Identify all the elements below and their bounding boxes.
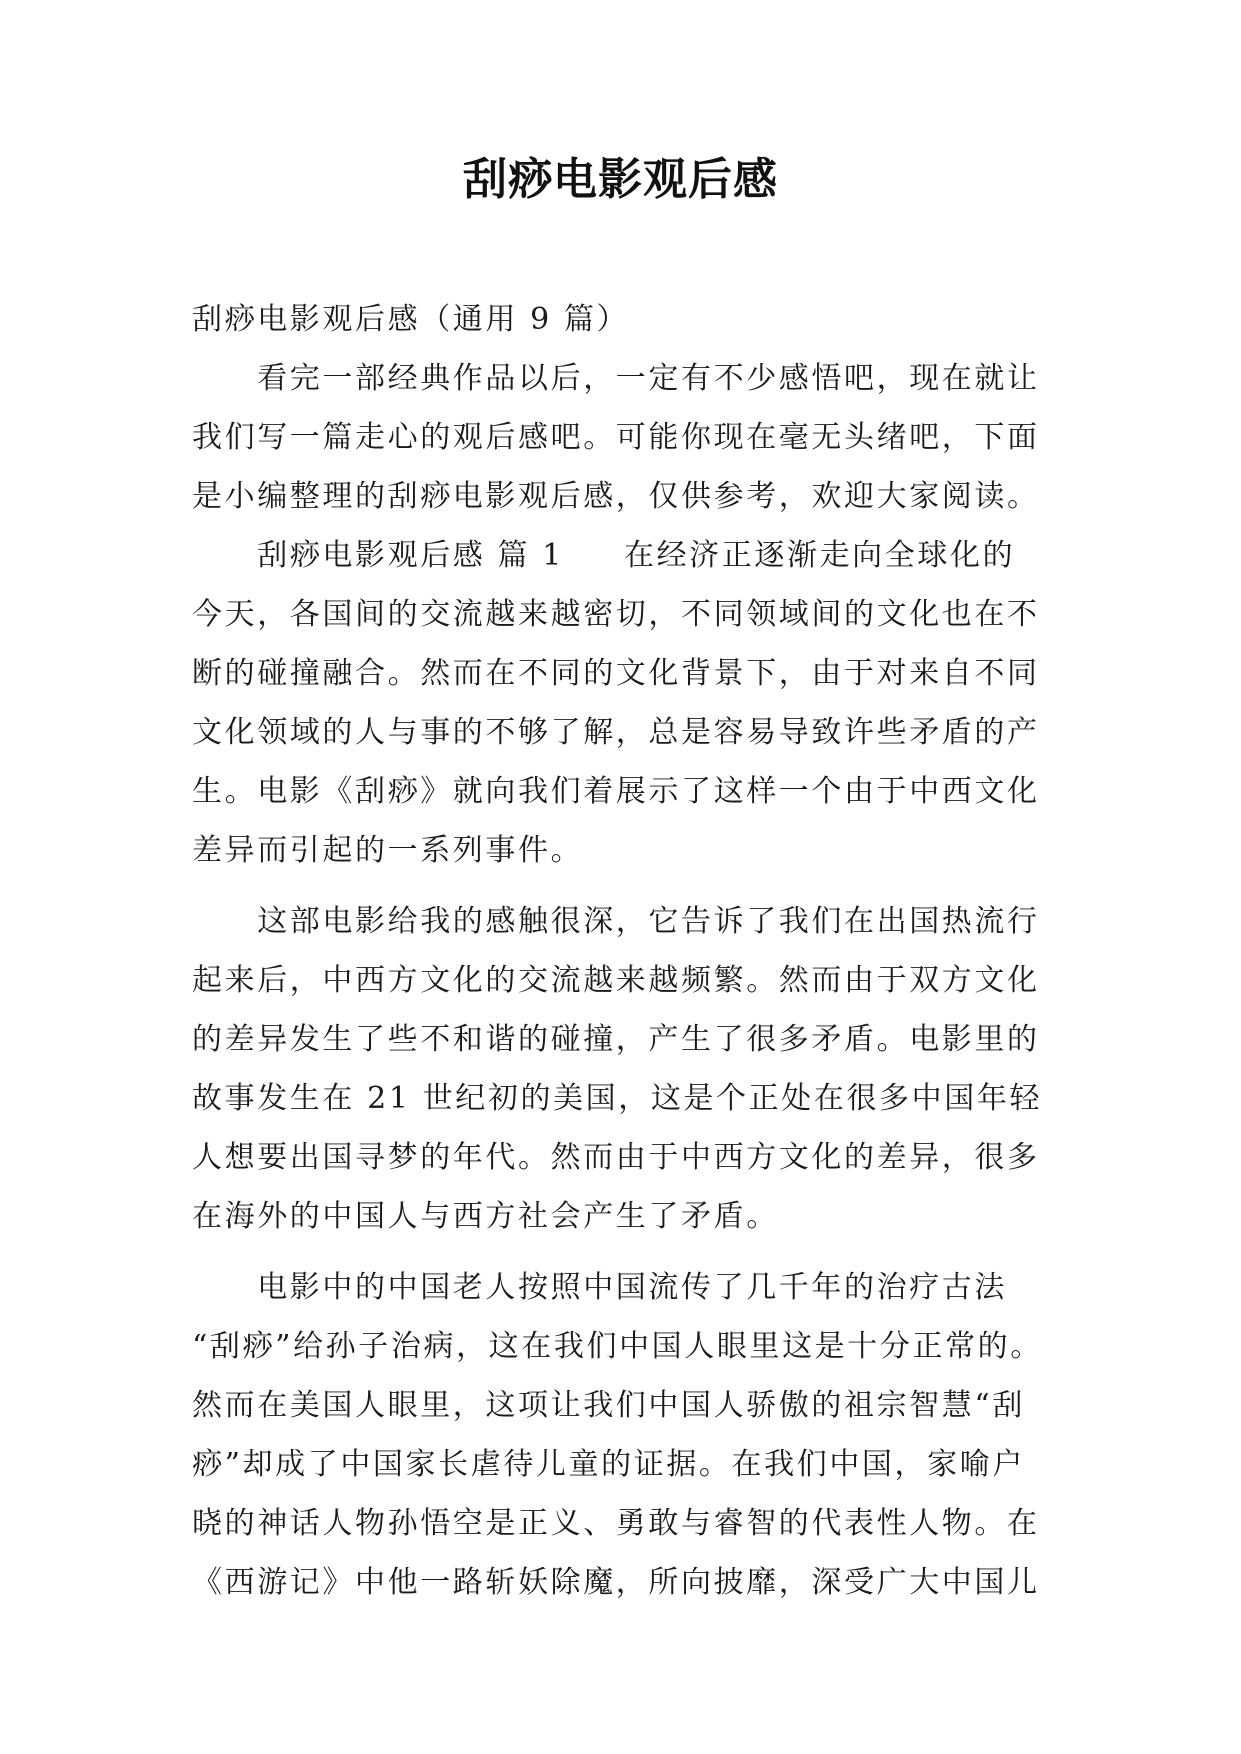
document-title: 刮痧电影观后感 [463, 154, 778, 205]
section-heading: 刮痧电影观后感 篇 1 [192, 538, 564, 573]
text-line: 起来后，中西方文化的交流越来越频繁。然而由于双方文化 [192, 963, 1040, 998]
text-line: 看完一部经典作品以后，一定有不少感悟吧，现在就让 [192, 361, 1040, 396]
section-first-sentence: 在经济正逐渐走向全球化的 [623, 538, 1016, 573]
subtitle-line: 刮痧电影观后感（通用 9 篇） [192, 302, 630, 337]
text-line: 电影中的中国老人按照中国流传了几千年的治疗古法 [192, 1270, 1007, 1305]
text-line: 是小编整理的刮痧电影观后感，仅供参考，欢迎大家阅读。 [192, 479, 1040, 514]
section-heading-line [192, 526, 1062, 585]
text-line: 《西游记》中他一路斩妖除魔，所向披靡，深受广大中国儿 [192, 1565, 1040, 1600]
paragraph-spacer [192, 880, 1062, 892]
text-line: 我们写一篇走心的观后感吧。可能你现在毫无头绪吧，下面 [192, 420, 1040, 455]
text-line: 晓的神话人物孙悟空是正义、勇敢与睿智的代表性人物。在 [192, 1506, 1040, 1541]
text-line: 在海外的中国人与西方社会产生了矛盾。 [192, 1199, 779, 1234]
text-line: 然而在美国人眼里，这项让我们中国人骄傲的祖宗智慧“刮 [192, 1388, 1025, 1423]
text-line: 差异而引起的一系列事件。 [192, 833, 584, 868]
paragraph-spacer [192, 1246, 1062, 1258]
text-line: 文化领域的人与事的不够了解，总是容易导致许些矛盾的产 [192, 715, 1040, 750]
text-line: 的差异发生了些不和谐的碰撞，产生了很多矛盾。电影里的 [192, 1022, 1040, 1057]
text-line: 断的碰撞融合。然而在不同的文化背景下，由于对来自不同 [192, 656, 1040, 691]
text-line: 今天，各国间的交流越来越密切，不同领域间的文化也在不 [192, 597, 1040, 632]
text-line: 故事发生在 21 世纪初的美国，这是个正处在很多中国年轻 [192, 1081, 1043, 1116]
text-line: 生。电影《刮痧》就向我们着展示了这样一个由于中西文化 [192, 774, 1040, 809]
text-line: 人想要出国寻梦的年代。然而由于中西方文化的差异，很多 [192, 1140, 1040, 1175]
text-line: 这部电影给我的感触很深，它告诉了我们在出国热流行 [192, 904, 1040, 939]
text-line: 痧”却成了中国家长虐待儿童的证据。在我们中国，家喻户 [192, 1447, 1025, 1482]
document-body [192, 290, 1062, 1612]
text-line: “刮痧”给孙子治病，这在我们中国人眼里这是十分正常的。 [192, 1329, 1043, 1364]
